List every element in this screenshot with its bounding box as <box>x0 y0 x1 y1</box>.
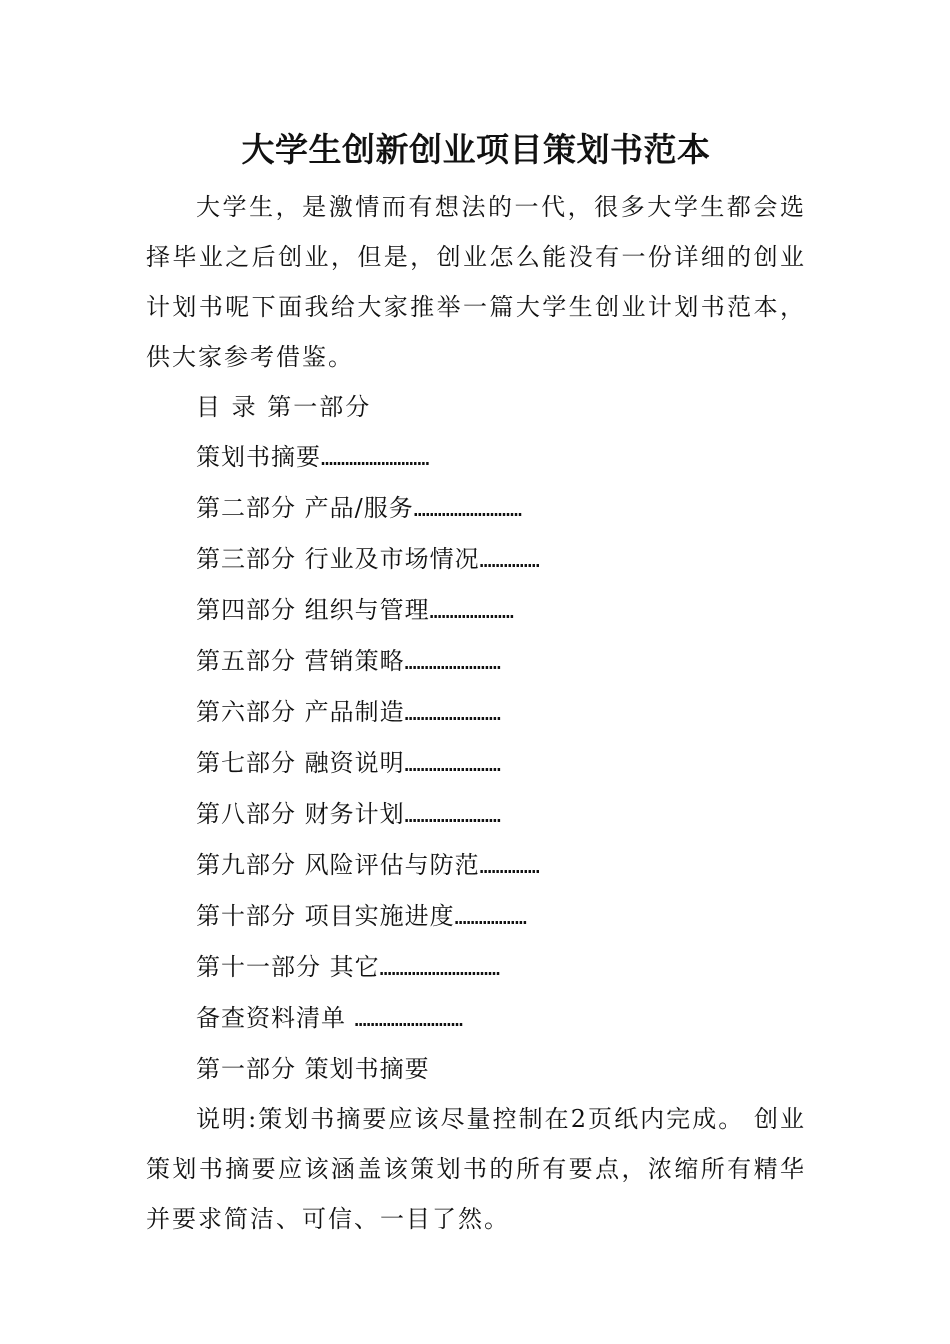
toc-leader-dots: ……………………… <box>413 497 523 521</box>
toc-leader-dots: …………………… <box>404 803 501 827</box>
toc-item-label: 第八部分 财务计划 <box>196 800 405 828</box>
document-page <box>146 128 806 1244</box>
toc-item-appendix[interactable] <box>146 993 806 1044</box>
toc-item-part-6[interactable] <box>146 687 806 738</box>
toc-item-label: 第四部分 组织与管理 <box>196 596 430 624</box>
toc-item-label: 第七部分 融资说明 <box>196 749 405 777</box>
toc-item-part-10[interactable] <box>146 891 806 942</box>
toc-item-label: 第三部分 行业及市场情况 <box>196 545 480 573</box>
toc-item-label: 第六部分 产品制造 <box>196 698 405 726</box>
toc-leader-dots: ……………………… <box>321 446 430 470</box>
toc-leader-dots: …………………… <box>404 701 501 725</box>
toc-item-label: 第九部分 风险评估与防范 <box>196 851 480 879</box>
toc-item-part-9[interactable] <box>146 840 806 891</box>
table-of-contents <box>146 432 806 1044</box>
toc-item-label: 备查资料清单 <box>196 1004 355 1032</box>
toc-item-label: 策划书摘要 <box>196 443 321 471</box>
toc-item-part-8[interactable] <box>146 789 806 840</box>
toc-item-part-7[interactable] <box>146 738 806 789</box>
toc-item-label: 第十部分 项目实施进度 <box>196 902 455 930</box>
toc-leader-dots: ……………… <box>454 905 527 929</box>
toc-item-summary[interactable] <box>146 432 806 483</box>
toc-item-label: 第二部分 产品/服务 <box>196 494 414 522</box>
toc-leader-dots: …………………… <box>404 650 501 674</box>
toc-leader-dots: …………… <box>479 854 540 878</box>
section-heading: 第一部分 策划书摘要 <box>196 1055 430 1083</box>
toc-item-part-3[interactable] <box>146 534 806 585</box>
toc-heading: 目 录 第一部分 <box>196 393 372 421</box>
document-title: 大学生创新创业项目策划书范本 <box>241 130 711 169</box>
toc-item-part-5[interactable] <box>146 636 806 687</box>
toc-item-label: 第十一部分 其它 <box>196 953 380 981</box>
toc-item-part-4[interactable] <box>146 585 806 636</box>
toc-leader-dots: ………………………… <box>379 956 501 980</box>
toc-item-part-2[interactable] <box>146 483 806 534</box>
toc-leader-dots: ……………………… <box>354 1007 464 1031</box>
toc-leader-dots: …………… <box>479 548 540 572</box>
toc-item-label: 第五部分 营销策略 <box>196 647 405 675</box>
toc-leader-dots: ………………… <box>429 599 514 623</box>
section-paragraph: 说明:策划书摘要应该尽量控制在2页纸内完成。 创业策划书摘要应该涵盖该策划书的所有要点，浓缩所有精华并要求简洁、可信、一目了然。 <box>146 1105 806 1233</box>
toc-item-part-11[interactable] <box>146 942 806 993</box>
intro-paragraph: 大学生，是激情而有想法的一代，很多大学生都会选择毕业之后创业，但是，创业怎么能没有一份详细的创业计划书呢下面我给大家推举一篇大学生创业计划书范本，供大家参考借鉴。 <box>146 193 806 371</box>
toc-leader-dots: …………………… <box>404 752 501 776</box>
